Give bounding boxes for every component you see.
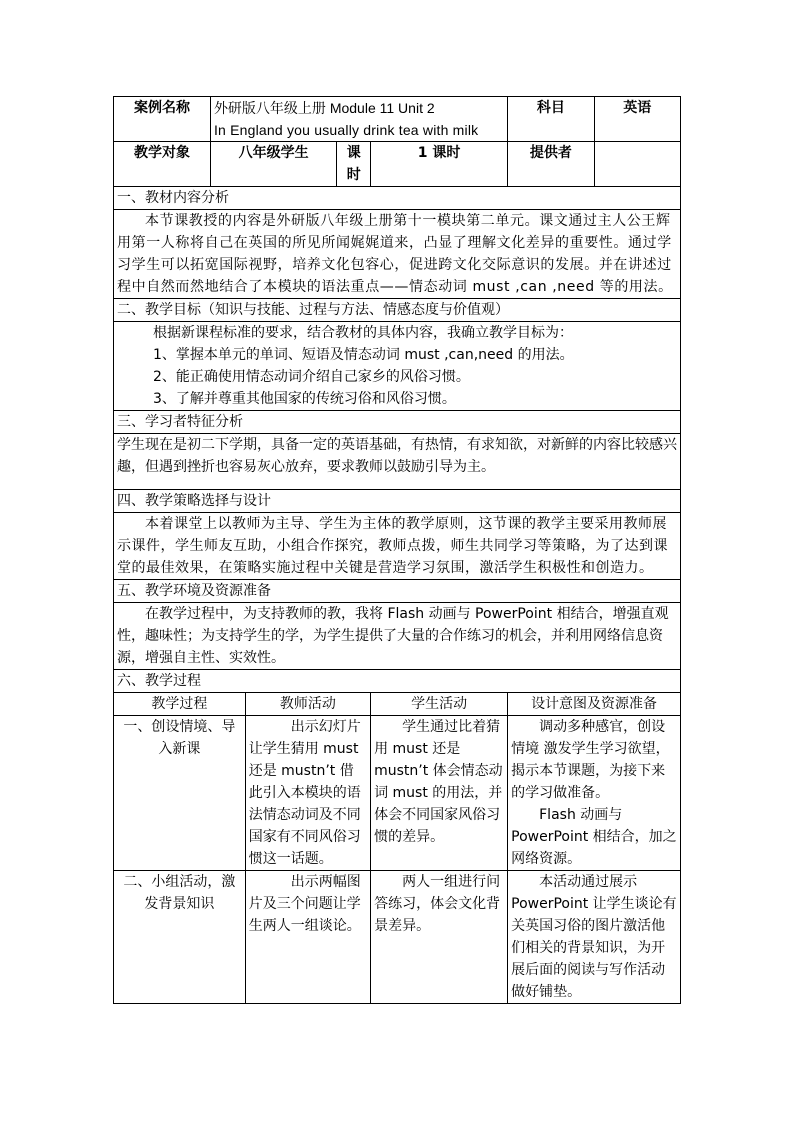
case-name-row <box>114 97 681 142</box>
process-row-2-student: 两人一组进行问答练习，体会文化背景差异。 <box>374 874 501 934</box>
info-row <box>114 142 681 187</box>
process-col-stage: 教学过程 <box>114 693 246 716</box>
section3-text: 学生现在是初二下学期，具备一定的英语基础，有热情，有求知欲，对新鲜的内容比较感兴趣，但遇到挫折也容易灰心放弃，要求教师以鼓励引导为主。 <box>117 437 677 475</box>
case-name-line1: 外研版八年级上册 Module 11 Unit 2 <box>213 100 435 116</box>
process-row-1-teacher: 出示幻灯片让学生猜用 must 还是 mustn’t 借此引入本模块的语法情态动词及不同国家有不同风俗习惯这一话题。 <box>248 719 361 867</box>
section4-text: 本着课堂上以教师为主导、学生为主体的教学原则，这节课的教学主要采用教师展示课件，学生师友互助，小组合作探究，教师点拨，师生共同学习等策略，为了达到课堂的最佳效果，在策略实施过程中关键是营造学习氛围，激活学生积极性和创造力。 <box>117 516 668 576</box>
audience-label: 教学对象 <box>114 142 211 187</box>
section4-title: 四、教学策略选择与设计 <box>114 490 681 513</box>
process-row-1-student-cell <box>371 716 508 871</box>
provider-label: 提供者 <box>508 142 594 187</box>
section5-title: 五、教学环境及资源准备 <box>114 580 681 603</box>
provider-value <box>594 142 680 187</box>
section3-body-row <box>114 434 681 490</box>
section2-body-row <box>114 322 681 411</box>
section4-body-row <box>114 513 681 580</box>
section5-body <box>114 603 681 670</box>
process-col-teacher: 教师活动 <box>245 693 370 716</box>
process-row-1 <box>114 716 681 871</box>
case-name-label: 案例名称 <box>114 97 211 142</box>
section2-body <box>114 322 681 411</box>
section2-item-3: 3、了解并尊重其他国家的传统习俗和风俗习惯。 <box>153 391 456 407</box>
section1-title: 一、教材内容分析 <box>114 187 681 210</box>
section2-title-row <box>114 299 681 322</box>
section5-title-row <box>114 580 681 603</box>
section2-item-2: 2、能正确使用情态动词介绍自己家乡的风俗习惯。 <box>153 369 470 385</box>
process-row-2-student-cell <box>371 871 508 1004</box>
case-name-line2: In England you usually drink tea with milk <box>213 122 479 138</box>
section1-title-row <box>114 187 681 210</box>
section1-text: 本节课教授的内容是外研版八年级上册第十一模块第二单元。课文通过主人公王辉用第一人称将自己在英国的所见所闻娓娓道来，凸显了理解文化差异的重要性。通过学习学生可以拓宽国际视野，培养文化包容心，促进跨文化交际意识的发展。并在讲述过程中自然而然地结合了本模块的语法重点——情态动词 must ,can ,need 等的用法。 <box>117 213 673 295</box>
section2-intro: 根据新课程标准的要求，结合教材的具体内容，我确立教学目标为： <box>153 325 573 341</box>
audience-value: 八年级学生 <box>210 142 336 187</box>
section1-body <box>114 210 681 299</box>
lesson-plan-table <box>113 96 681 1004</box>
process-row-2 <box>114 871 681 1004</box>
process-row-1-intent-cell <box>508 716 681 871</box>
process-col-intent: 设计意图及资源准备 <box>508 693 681 716</box>
process-row-1-stage: 一、创设情境、导入新课 <box>114 716 246 871</box>
hours-value: 1 课时 <box>371 142 508 187</box>
section3-title: 三、学习者特征分析 <box>114 411 681 434</box>
process-row-1-student: 学生通过比着猜用 must 还是 mustn’t 体会情态动词 must 的用法，并体会不同国家风俗习惯的差异。 <box>374 719 503 845</box>
process-row-2-teacher: 出示两幅图片及三个问题让学生两人一组谈论。 <box>248 874 361 934</box>
section3-body <box>114 434 681 490</box>
process-row-2-intent-cell <box>508 871 681 1004</box>
process-row-2-teacher-cell <box>245 871 370 1004</box>
section3-title-row <box>114 411 681 434</box>
section5-body-row <box>114 603 681 670</box>
process-header-row <box>114 693 681 716</box>
section6-title: 六、教学过程 <box>114 670 681 693</box>
process-col-student: 学生活动 <box>371 693 508 716</box>
section5-text: 在教学过程中，为支持教师的教，我将 Flash 动画与 PowerPoint 相结合，增强直观性，趣味性；为支持学生的学，为学生提供了大量的合作练习的机会，并利用网络信息资源，增强自主性、实效性。 <box>117 606 669 666</box>
hours-label: 课时 <box>337 142 371 187</box>
section1-body-row <box>114 210 681 299</box>
section2-item-1: 1、掌握本单元的单词、短语及情态动词 must ,can,need 的用法。 <box>153 347 574 363</box>
process-row-1-intent-p1: 调动多种感官，创设情境 激发学生学习欲望，揭示本节课题，为接下来的学习做准备。 <box>511 719 670 801</box>
section2-title: 二、教学目标（知识与技能、过程与方法、情感态度与价值观） <box>114 299 681 322</box>
process-row-2-stage: 二、小组活动，激发背景知识 <box>114 871 246 1004</box>
process-row-1-intent-p2: Flash 动画与 PowerPoint 相结合，加之网络资源。 <box>511 807 677 867</box>
section6-title-row <box>114 670 681 693</box>
case-name-value <box>210 97 507 142</box>
subject-value: 英语 <box>594 97 680 142</box>
section4-title-row <box>114 490 681 513</box>
process-row-1-teacher-cell <box>245 716 370 871</box>
subject-label: 科目 <box>508 97 594 142</box>
section4-body <box>114 513 681 580</box>
process-row-2-intent-p1: 本活动通过展示 PowerPoint 让学生谈论有关英国习俗的图片激活他们相关的背景知识，为开展后面的阅读与写作活动做好铺垫。 <box>511 874 677 1000</box>
